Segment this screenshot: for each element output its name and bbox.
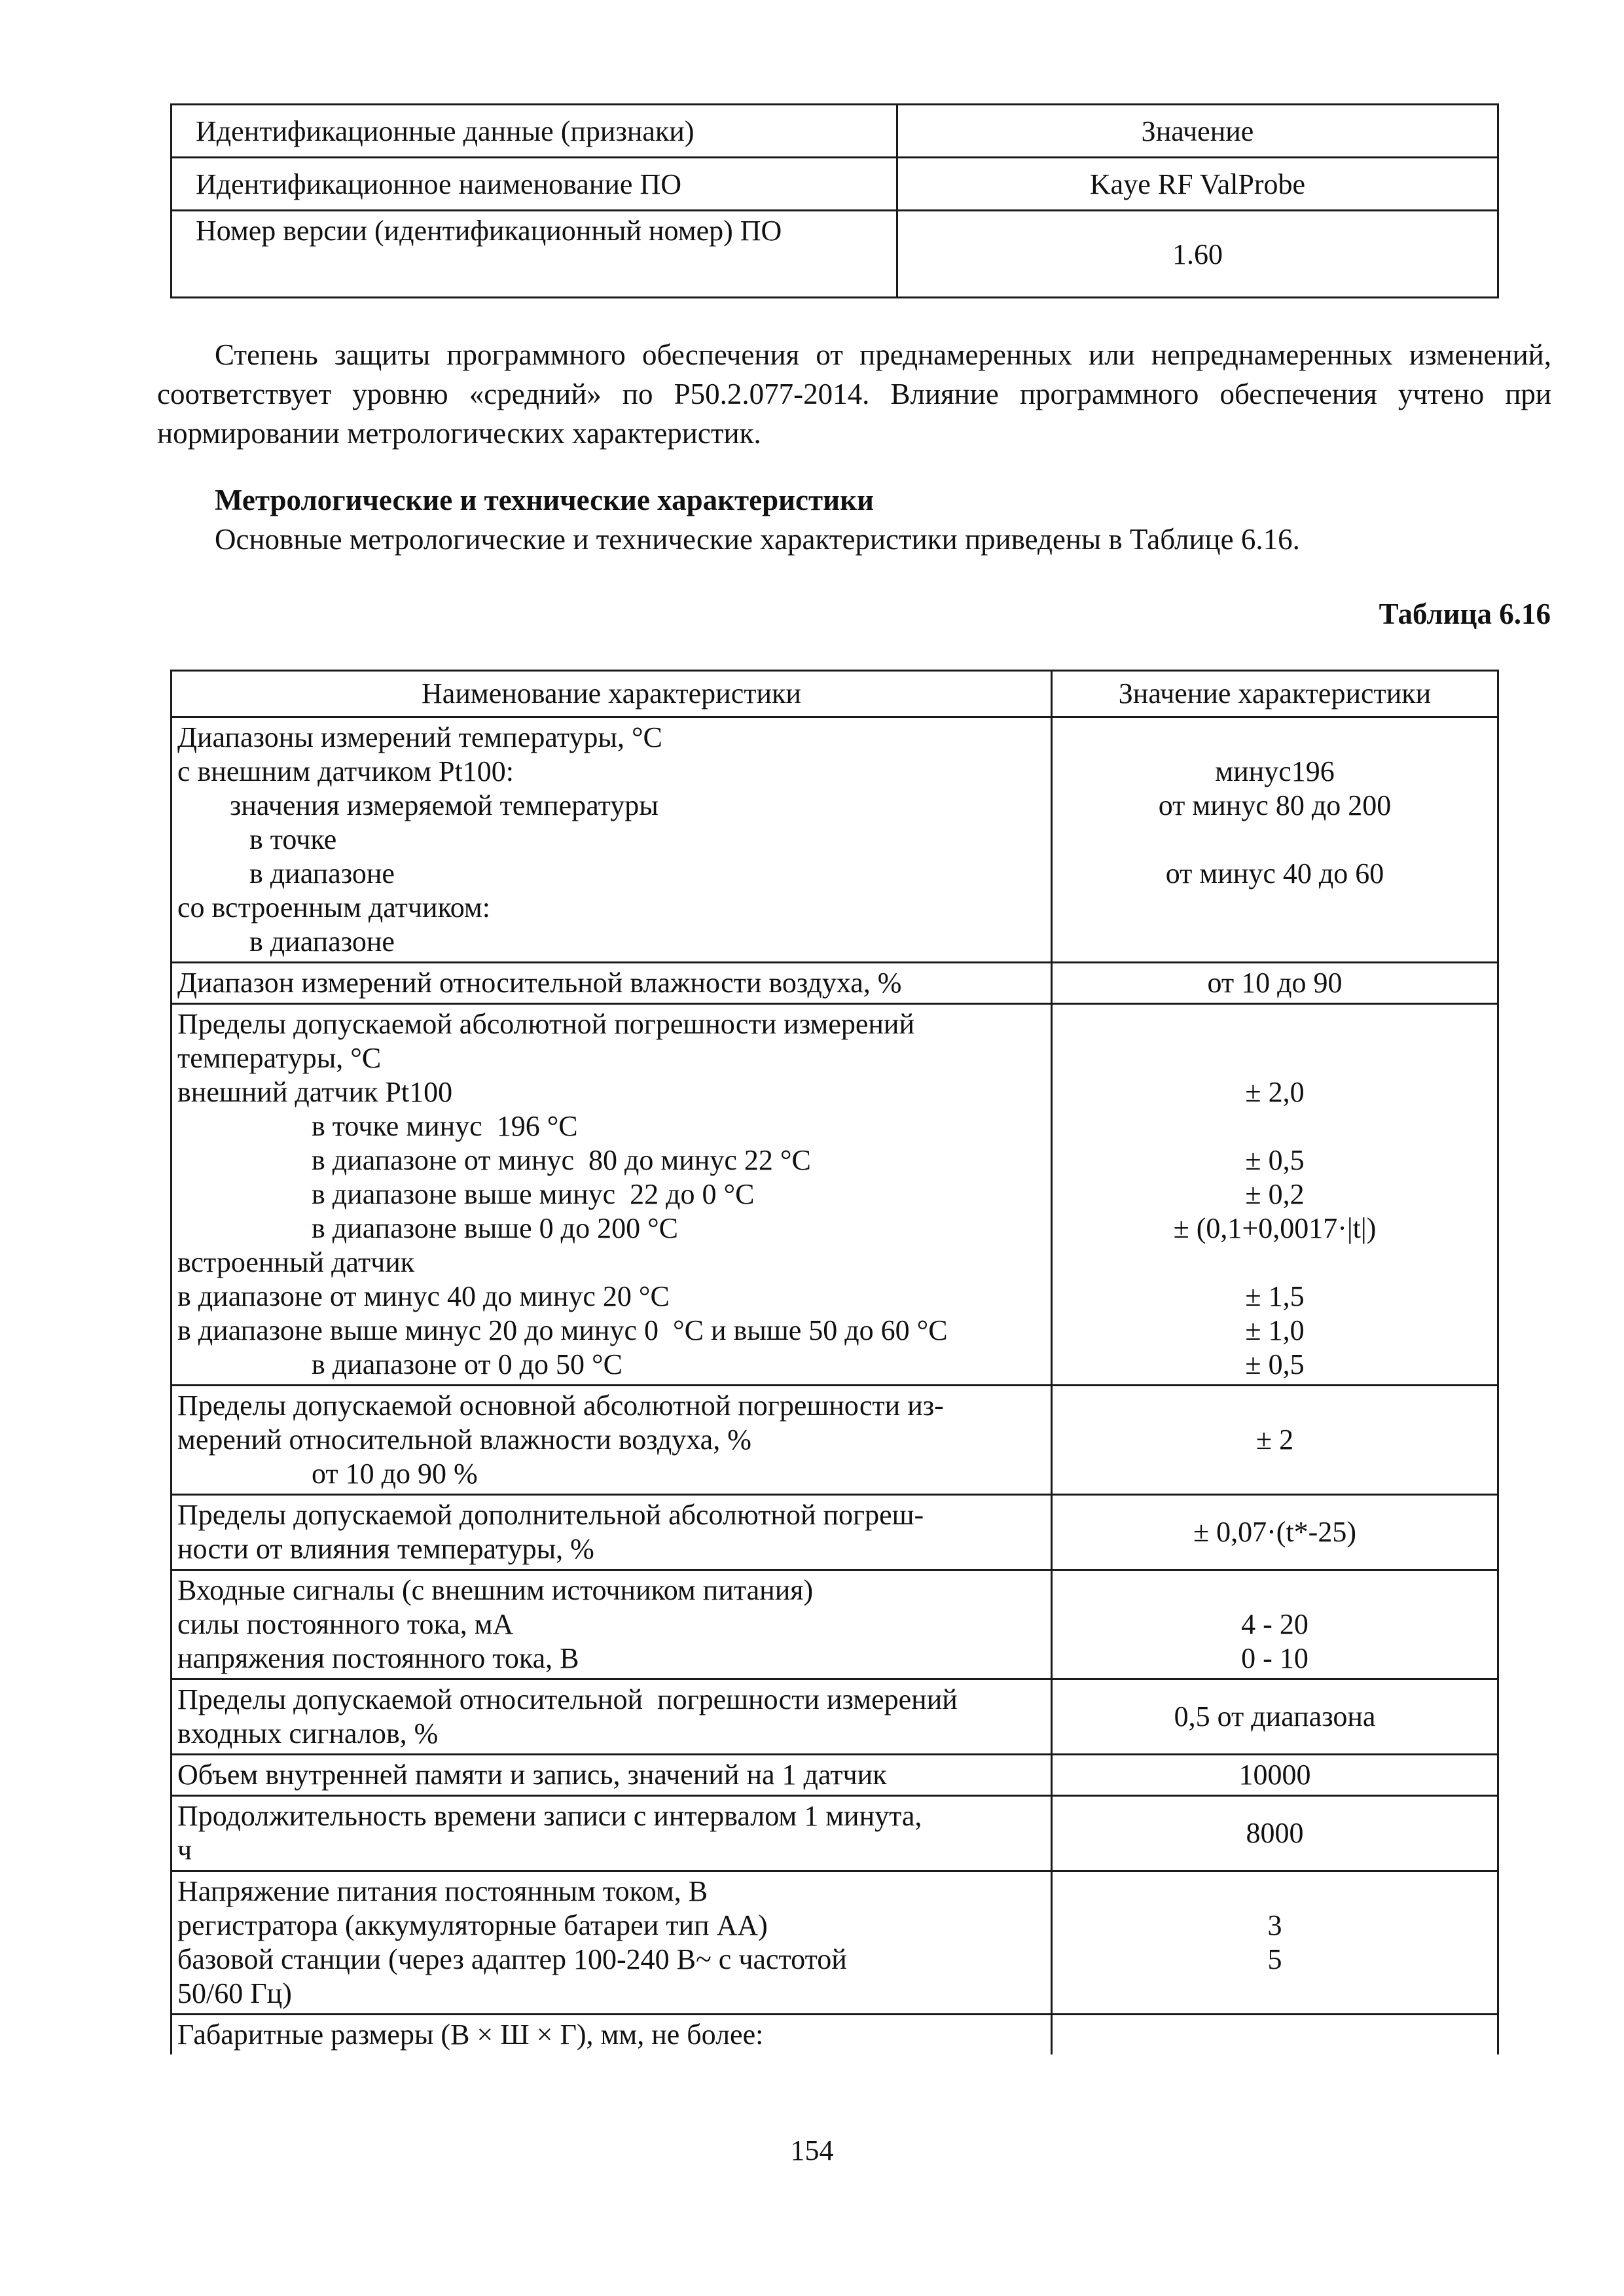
cell-line: с внешним датчиком Pt100:: [177, 755, 514, 787]
cell-line: ± 1,5: [1245, 1280, 1305, 1312]
cell-line: в диапазоне от минус 80 до минус 22 °С: [312, 1144, 811, 1176]
section-heading: Метрологические и технические характеристики: [215, 484, 874, 516]
cell-line: регистратора (аккумуляторные батареи тип АА): [177, 1909, 768, 1941]
protection-paragraph: Степень защиты программного обеспечения от преднамеренных или непреднамеренных изменений, соответствует уровню «средний» по Р50.2.077-2014. Влияние программного обеспечения учтено при нормировании метрологических характеристик.: [157, 338, 1551, 450]
table-row: [171, 1495, 1498, 1570]
cell-line: встроенный датчик: [177, 1246, 415, 1278]
table-row: [171, 717, 1498, 963]
table-cell: Диапазон измерений относительной влажности воздуха, %: [171, 963, 1052, 1004]
cell-line: от 10 до 90 %: [312, 1458, 478, 1490]
table-row: [171, 1871, 1498, 2015]
table-header-cell: Значение: [897, 105, 1498, 158]
cell-line: в диапазоне: [249, 925, 395, 958]
cell-line: 3: [1267, 1909, 1282, 1941]
cell-line: Диапазоны измерений температуры, °С: [177, 721, 662, 753]
table-header-cell: Значение характеристики: [1052, 671, 1498, 717]
cell-line: Продолжительность времени записи с интервалом 1 минута,: [177, 1800, 922, 1832]
cell-line: ± 0,5: [1245, 1348, 1305, 1380]
cell-line: ± 2,0: [1245, 1076, 1305, 1108]
table-header-cell: Наименование характеристики: [171, 671, 1052, 717]
table-cell: [171, 1004, 1052, 1386]
table-cell: [171, 1495, 1052, 1570]
cell-line: ности от влияния температуры, %: [177, 1533, 594, 1565]
table-row: [171, 105, 1498, 158]
table-cell: 1.60: [897, 211, 1498, 298]
cell-line: в точке: [249, 823, 337, 855]
cell-line: в диапазоне от минус 40 до минус 20 °С: [177, 1280, 670, 1312]
cell-line: в точке минус 196 °С: [312, 1110, 578, 1142]
cell-line: в диапазоне от 0 до 50 °С: [312, 1348, 623, 1380]
table-cell: 0,5 от диапазона: [1052, 1679, 1498, 1755]
table-cell: ± 0,07·(t*-25): [1052, 1495, 1498, 1570]
cell-line: Пределы допускаемой дополнительной абсолютной погреш-: [177, 1499, 924, 1531]
cell-line: ± 0,2: [1245, 1178, 1305, 1210]
cell-line: Напряжение питания постоянным током, В: [177, 1875, 708, 1907]
table-cell: [171, 1871, 1052, 2015]
cell-line: ч: [177, 1834, 192, 1866]
cell-line: со встроенным датчиком:: [177, 891, 490, 924]
table-row: [171, 1004, 1498, 1386]
cell-line: 50/60 Гц): [177, 1977, 292, 2009]
table-cell: 10000: [1052, 1755, 1498, 1796]
table-cell: ± 2: [1052, 1386, 1498, 1495]
table-row: [171, 2015, 1498, 2055]
software-identification-table: [170, 103, 1499, 298]
table-cell: Объем внутренней памяти и запись, значений на 1 датчик: [171, 1755, 1052, 1796]
table-header-row: [171, 671, 1498, 717]
table-header-cell: Идентификационные данные (признаки): [171, 105, 897, 158]
cell-line: ± (0,1+0,0017·|t|): [1173, 1212, 1377, 1244]
table-row: [171, 1570, 1498, 1679]
cell-line: 0 - 10: [1241, 1642, 1308, 1674]
table-cell: [1052, 1570, 1498, 1679]
cell-line: ± 1,0: [1245, 1314, 1305, 1346]
cell-line: 4 - 20: [1241, 1608, 1308, 1640]
cell-line: Входные сигналы (с внешним источником питания): [177, 1574, 814, 1606]
table-cell: [1052, 1004, 1498, 1386]
table-cell: [171, 1570, 1052, 1679]
table-cell: [1052, 1871, 1498, 2015]
cell-line: в диапазоне выше минус 22 до 0 °С: [312, 1178, 755, 1210]
table-cell: [1052, 2015, 1498, 2055]
table-cell: Габаритные размеры (В × Ш × Г), мм, не более:: [171, 2015, 1052, 2055]
cell-line: в диапазоне выше 0 до 200 °С: [312, 1212, 679, 1244]
cell-line: значения измеряемой температуры: [230, 789, 659, 821]
table-cell: [1052, 717, 1498, 963]
cell-line: 5: [1267, 1943, 1282, 1975]
cell-line: от минус 40 до 60: [1165, 857, 1384, 889]
cell-line: минус196: [1215, 755, 1335, 787]
cell-line: внешний датчик Pt100: [177, 1076, 453, 1108]
cell-line: входных сигналов, %: [177, 1717, 439, 1749]
table-row: [171, 963, 1498, 1004]
characteristics-table: [170, 670, 1499, 2054]
cell-line: в диапазоне: [249, 857, 395, 889]
cell-line: ± 0,5: [1245, 1144, 1305, 1176]
cell-line: Пределы допускаемой основной абсолютной погрешности из-: [177, 1390, 944, 1422]
table-cell: Kaye RF ValProbe: [897, 158, 1498, 211]
cell-line: мерений относительной влажности воздуха, %: [177, 1424, 751, 1456]
table-cell: от 10 до 90: [1052, 963, 1498, 1004]
table-cell: 8000: [1052, 1796, 1498, 1871]
table-row: [171, 1386, 1498, 1495]
cell-line: в диапазоне выше минус 20 до минус 0 °С и выше 50 до 60 °С: [177, 1314, 948, 1346]
cell-line: Пределы допускаемой абсолютной погрешности измерений: [177, 1008, 915, 1040]
cell-line: напряжения постоянного тока, В: [177, 1642, 579, 1674]
table-cell: Номер версии (идентификационный номер) ПО: [171, 211, 897, 298]
cell-line: температуры, °С: [177, 1042, 382, 1074]
table-row: [171, 1796, 1498, 1871]
table-cell: [171, 717, 1052, 963]
page-number: 154: [790, 2134, 834, 2166]
table-cell: Идентификационное наименование ПО: [171, 158, 897, 211]
table-row: [171, 211, 1498, 298]
table-row: [171, 158, 1498, 211]
cell-line: Пределы допускаемой относительной погрешности измерений: [177, 1683, 958, 1715]
section-text: Основные метрологические и технические характеристики приведены в Таблице 6.16.: [215, 523, 1300, 556]
table-row: [171, 1679, 1498, 1755]
table-cell: [171, 1796, 1052, 1871]
table-row: [171, 1755, 1498, 1796]
table-cell: [171, 1679, 1052, 1755]
cell-line: силы постоянного тока, мА: [177, 1608, 514, 1640]
cell-line: от минус 80 до 200: [1158, 789, 1392, 821]
table-cell: [171, 1386, 1052, 1495]
cell-line: базовой станции (через адаптер 100-240 В~ с частотой: [177, 1943, 847, 1975]
table-caption: Таблица 6.16: [1379, 598, 1551, 630]
